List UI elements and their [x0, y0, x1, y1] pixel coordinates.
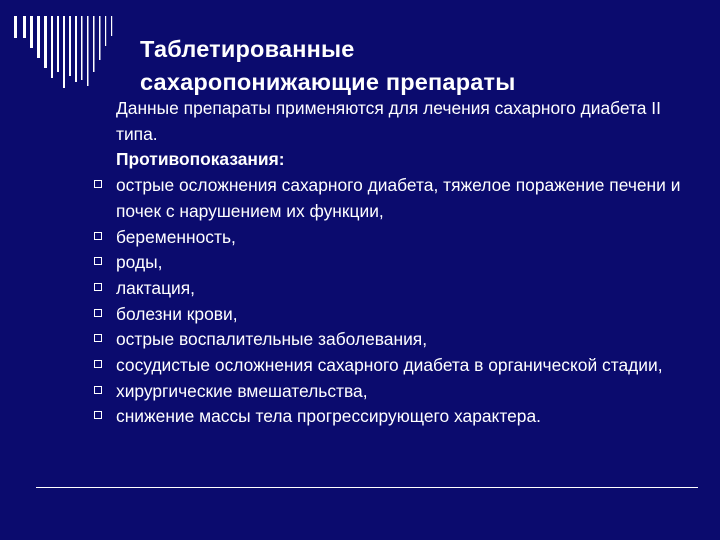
- list-item-text: болезни крови,: [116, 303, 238, 324]
- list-item-text: хирургические вмешательства,: [116, 380, 368, 401]
- slide-body: [92, 96, 692, 430]
- list-item: [92, 404, 692, 430]
- stepped-bars-decoration: [14, 16, 124, 96]
- hollow-square-icon: [94, 180, 102, 188]
- hollow-square-icon: [94, 360, 102, 368]
- hollow-square-icon: [94, 411, 102, 419]
- list-item: [92, 302, 692, 328]
- title-line-2: сахаропонижающие препараты: [140, 69, 516, 95]
- list-item-text: острые воспалительные заболевания,: [116, 329, 428, 350]
- hollow-square-icon: [94, 309, 102, 317]
- slide-title: [140, 33, 700, 99]
- hollow-square-icon: [94, 232, 102, 240]
- hollow-square-icon: [94, 283, 102, 291]
- title-line-1: Таблетированные: [140, 36, 355, 62]
- list-item-text: сосудистые осложнения сахарного диабета в органической стадии,: [116, 355, 663, 376]
- list-item: [92, 250, 692, 276]
- list-item: [92, 327, 692, 353]
- hollow-square-icon: [94, 257, 102, 265]
- contraindications-heading: Противопоказания:: [116, 149, 285, 170]
- list-item-text: беременность,: [116, 226, 236, 247]
- list-item: [92, 379, 692, 405]
- intro-text: Данные препараты применяются для лечения сахарного диабета II типа.: [116, 98, 661, 144]
- list-item-text: снижение массы тела прогрессирующего характера.: [116, 406, 541, 427]
- list-item: [92, 276, 692, 302]
- list-item: [92, 225, 692, 251]
- hollow-square-icon: [94, 386, 102, 394]
- list-item: [92, 353, 692, 379]
- list-item-text: роды,: [116, 252, 163, 273]
- hollow-square-icon: [94, 334, 102, 342]
- list-item-text: лактация,: [116, 277, 195, 298]
- list-item: [92, 173, 692, 224]
- bottom-rule: [36, 487, 698, 488]
- list-item-text: острые осложнения сахарного диабета, тяжелое поражение печени и почек с нарушением их функции,: [116, 175, 681, 221]
